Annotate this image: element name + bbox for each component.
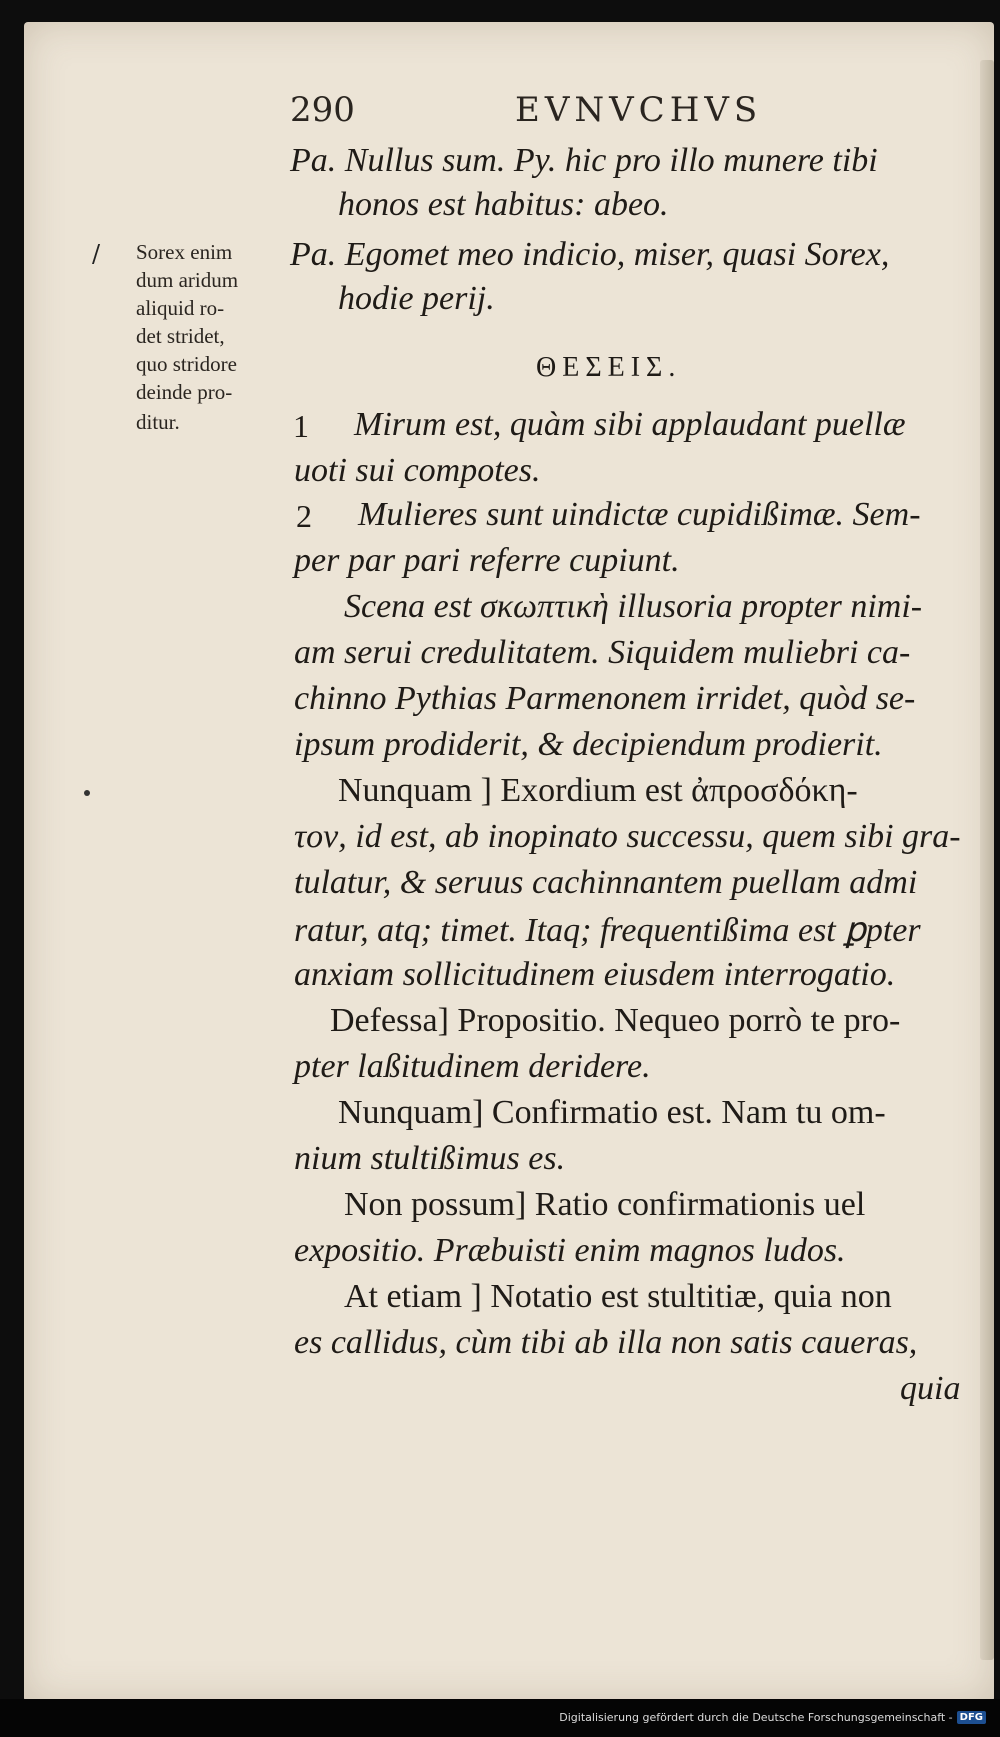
body-line: anxiam sollicitudinem eiusdem interrogatio.	[294, 956, 896, 993]
body-line: expositio. Præbuisti enim magnos ludos.	[294, 1232, 846, 1269]
body-line: Defessa] Propositio. Nequeo porrò te pro-	[330, 1002, 901, 1039]
body-line: Scena est σκωπτικὴ illusoria propter nimi-	[344, 588, 923, 625]
page-number: 290	[290, 90, 355, 130]
margin-note-line: dum aridum	[136, 268, 239, 292]
margin-note-line: deinde pro-	[136, 380, 233, 404]
margin-note-line: det stridet,	[136, 324, 225, 348]
margin-note-line: aliquid ro-	[136, 296, 225, 320]
margin-note-line: Sorex enim	[136, 240, 233, 264]
body-line: am serui credulitatem. Siquidem muliebri ca-	[294, 634, 911, 671]
page-header	[290, 90, 763, 134]
thesis-number: 1	[293, 408, 309, 444]
dialogue-line: honos est habitus: abeo.	[338, 186, 669, 223]
body-line: At etiam ] Notatio est stultitiæ, quia non	[344, 1278, 892, 1315]
body-line: Non possum] Ratio confirmationis uel	[344, 1186, 866, 1223]
margin-note-line: quo stridore	[136, 352, 237, 376]
body-line: nium stultißimus es.	[294, 1140, 566, 1177]
margin-mark: /	[92, 240, 101, 268]
thesis-number: 2	[296, 498, 312, 534]
dialogue-line: hodie perij.	[338, 280, 495, 317]
digitization-footer	[559, 1707, 986, 1727]
body-line: τον, id est, ab inopinato successu, quem sibi gra-	[294, 818, 961, 855]
thesis-line: per par pari referre cupiunt.	[294, 542, 680, 579]
thesis-line: Mulieres sunt uindictæ cupidißimæ. Sem-	[358, 496, 921, 533]
thesis-line: Mirum est, quàm sibi applaudant puellæ	[354, 406, 906, 443]
margin-note-line: ditur.	[136, 410, 180, 434]
body-line: Nunquam] Confirmatio est. Nam tu om-	[338, 1094, 886, 1131]
body-line: chinno Pythias Parmenonem irridet, quòd se-	[294, 680, 916, 717]
body-line: es callidus, cùm tibi ab illa non satis caueras,	[294, 1324, 918, 1361]
catchword: quia	[900, 1370, 961, 1407]
dialogue-line: Pa. Nullus sum. Py. hic pro illo munere tibi	[290, 142, 878, 179]
page-edge	[980, 60, 994, 1660]
body-line: pter laßitudinem deridere.	[294, 1048, 651, 1085]
thesis-line: uoti sui compotes.	[294, 452, 541, 489]
running-title: EVNVCHVS	[515, 90, 763, 130]
footer-credit: Digitalisierung gefördert durch die Deutsche Forschungsgemeinschaft -	[559, 1710, 953, 1724]
section-heading: ΘΕΣΕΙΣ.	[536, 352, 682, 383]
body-line: tulatur, & seruus cachinnantem puellam admi	[294, 864, 918, 901]
body-line: Nunquam ] Exordium est ἀπροσδόκη-	[338, 772, 858, 809]
dfg-logo: DFG	[957, 1711, 986, 1724]
dialogue-line: Pa. Egomet meo indicio, miser, quasi Sorex,	[290, 236, 890, 273]
body-line: ipsum prodiderit, & decipiendum prodierit.	[294, 726, 883, 763]
margin-dot	[84, 790, 90, 796]
body-line: ratur, atq; timet. Itaq; frequentißima est ꝑpter	[294, 912, 921, 949]
